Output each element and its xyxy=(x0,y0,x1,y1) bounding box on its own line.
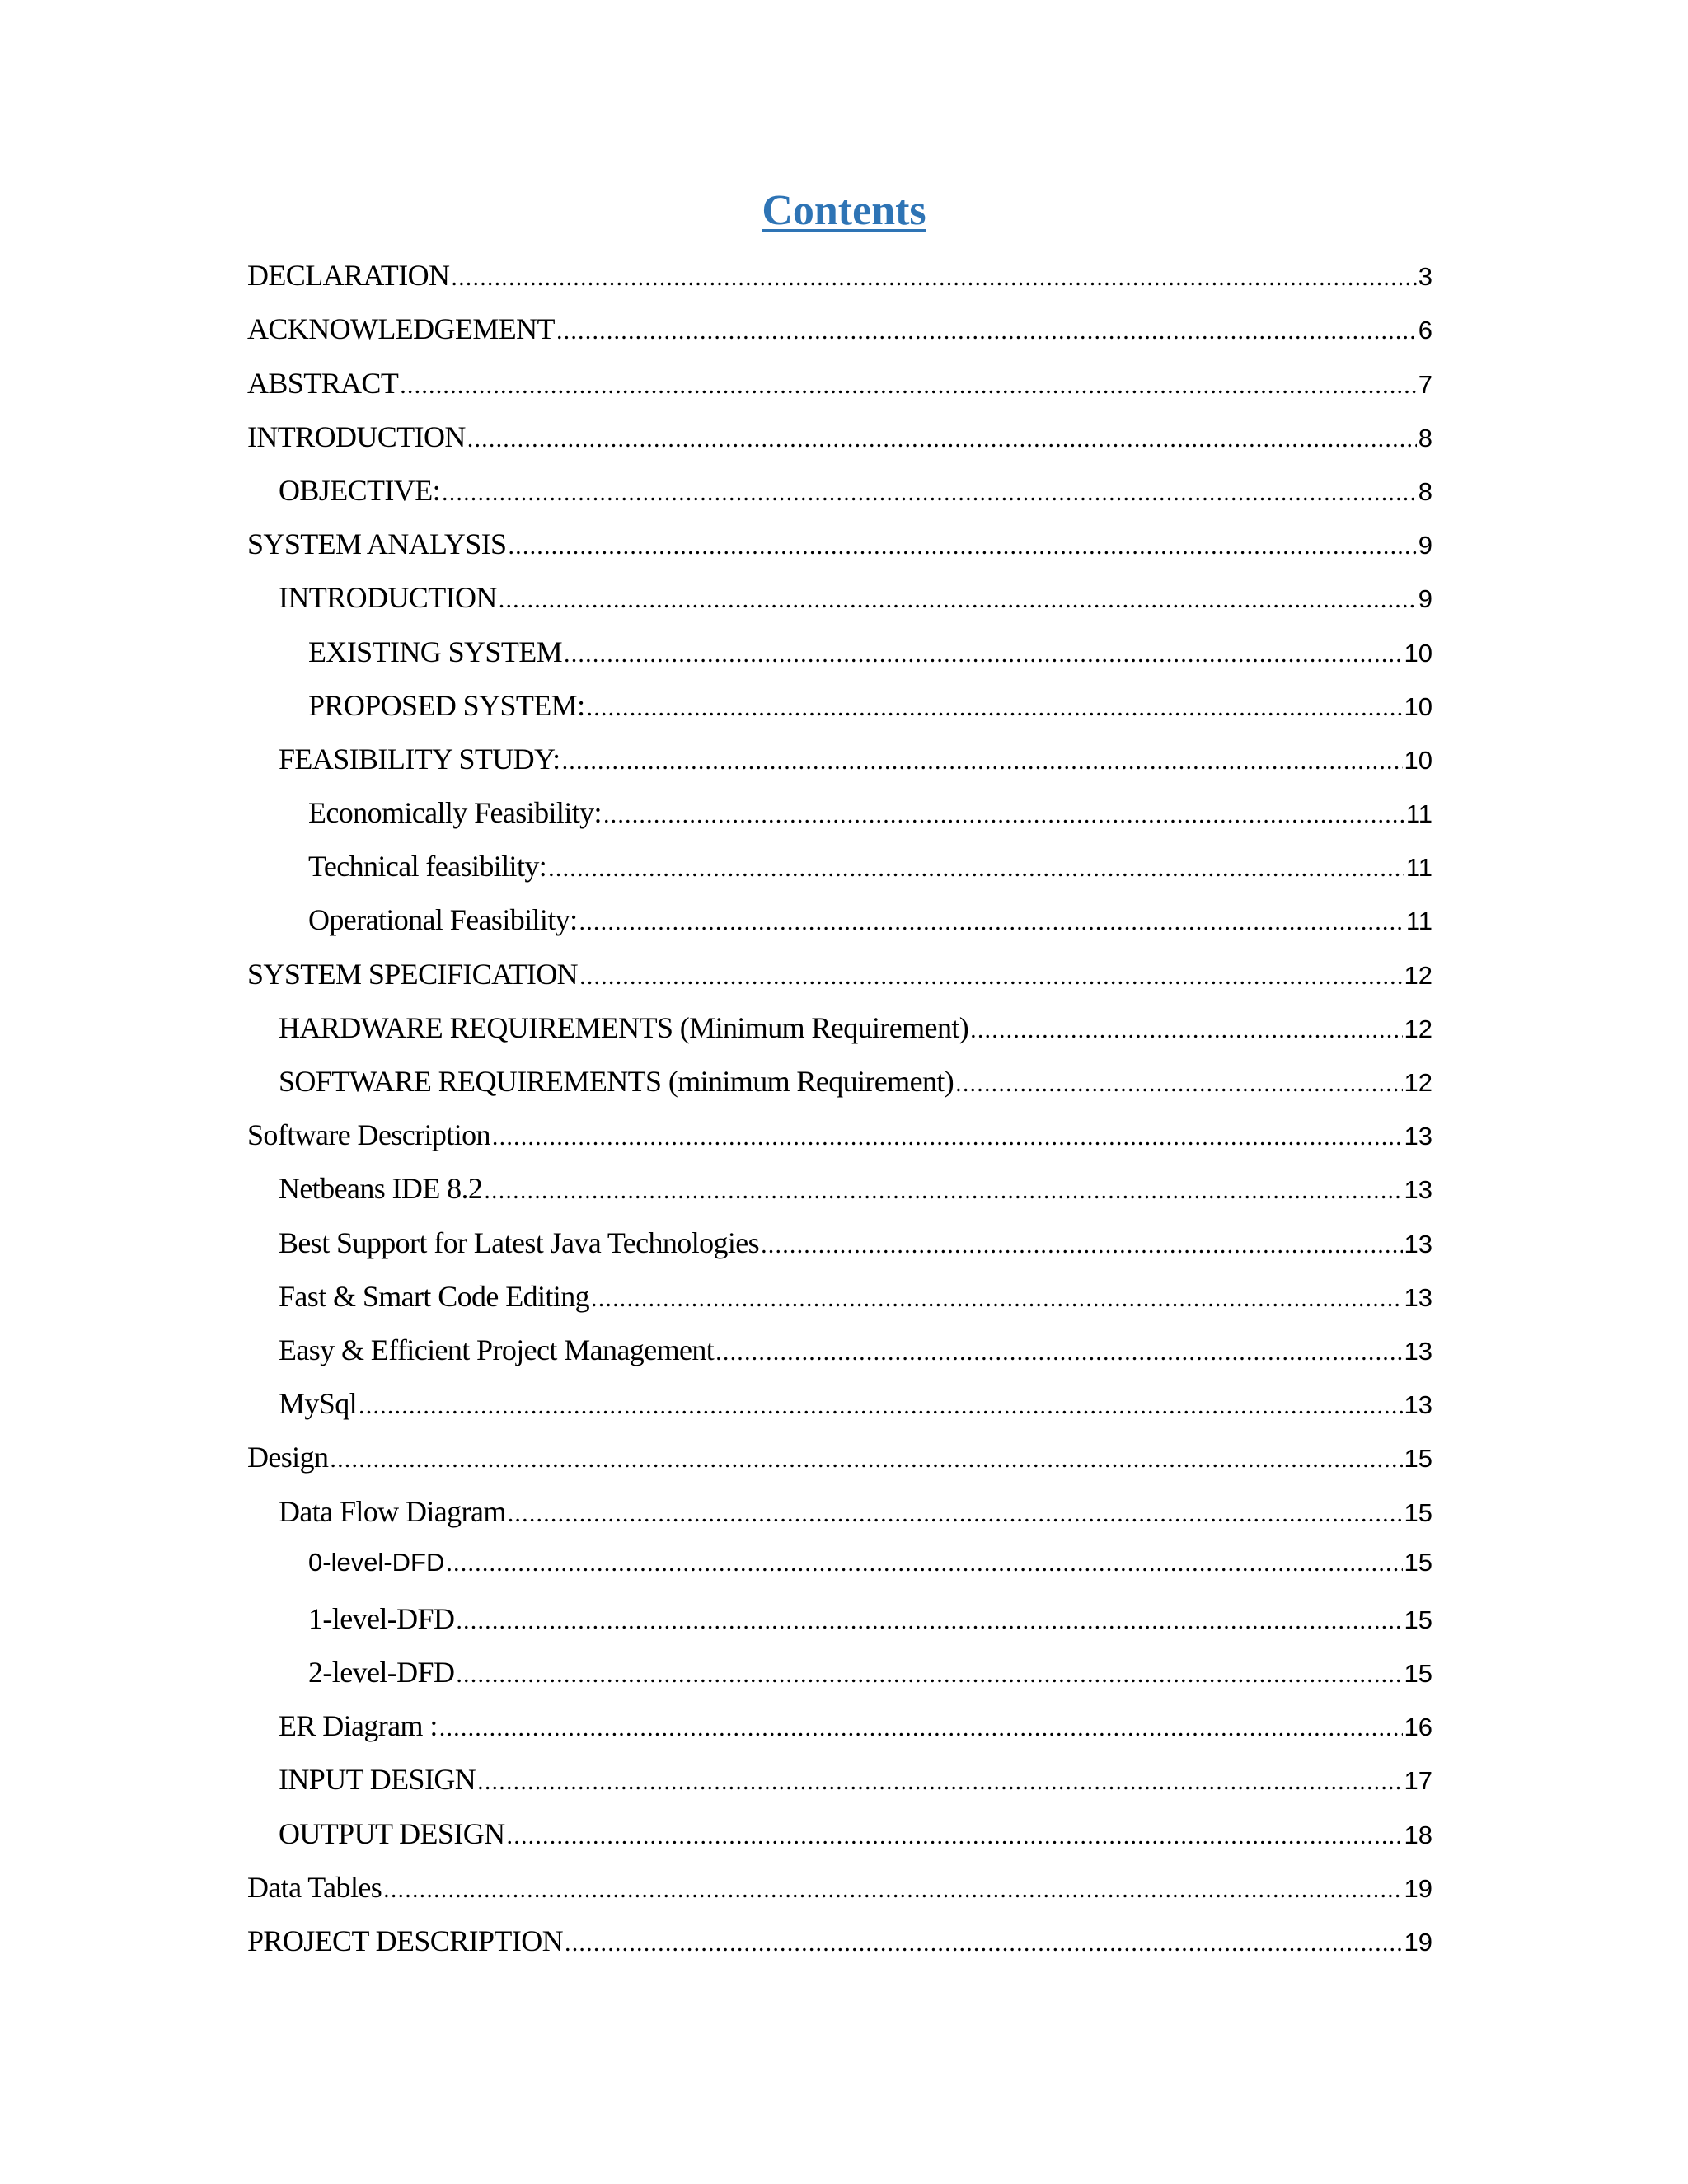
toc-dot-leader xyxy=(591,1285,1403,1313)
toc-dot-leader xyxy=(456,1607,1402,1635)
toc-entry-page-number: 13 xyxy=(1404,1390,1432,1420)
toc-heading xyxy=(0,187,1688,234)
toc-entry[interactable] xyxy=(247,1000,1432,1053)
toc-entry-page-number: 15 xyxy=(1404,1605,1432,1634)
toc-entry-label: Economically Feasibility: xyxy=(308,796,602,830)
toc-entry-page-number: 8 xyxy=(1418,476,1432,506)
toc-entry-label: Best Support for Latest Java Technologies xyxy=(279,1226,760,1259)
toc-entry-label: Easy & Efficient Project Management xyxy=(279,1333,715,1366)
toc-dot-leader xyxy=(442,479,1417,507)
toc-entry-page-number: 11 xyxy=(1405,799,1432,829)
toc-entry-page-number: 10 xyxy=(1404,691,1432,721)
toc-entry-label: Design xyxy=(247,1441,329,1474)
toc-entry[interactable] xyxy=(247,892,1432,945)
toc-entry-label: Data Tables xyxy=(247,1870,382,1904)
toc-entry[interactable] xyxy=(247,1268,1432,1322)
toc-entry-label: ACKNOWLEDGEMENT xyxy=(247,312,555,346)
toc-entry-page-number: 13 xyxy=(1404,1282,1432,1312)
toc-entry[interactable] xyxy=(247,1644,1432,1698)
toc-entry-line xyxy=(279,1333,1432,1376)
toc-entry-label: 0-level-DFD xyxy=(308,1547,445,1577)
toc-entry-page-number: 11 xyxy=(1405,907,1432,936)
toc-entry-page-number: 7 xyxy=(1418,369,1432,399)
toc-entry-page-number: 13 xyxy=(1404,1229,1432,1258)
toc-entry-label: SYSTEM ANALYSIS xyxy=(247,527,507,561)
toc-dot-leader xyxy=(456,1661,1402,1689)
toc-entry-label: 1-level-DFD xyxy=(308,1601,455,1635)
toc-entry-line xyxy=(279,1708,1432,1751)
toc-entry[interactable] xyxy=(247,516,1432,569)
toc-entry[interactable] xyxy=(247,462,1432,516)
toc-dot-leader xyxy=(715,1338,1402,1366)
toc-dot-leader xyxy=(955,1070,1402,1098)
toc-entry-line xyxy=(279,1386,1432,1429)
toc-entry-line xyxy=(279,473,1432,516)
toc-dot-leader xyxy=(587,694,1403,722)
toc-entry[interactable] xyxy=(247,1805,1432,1858)
toc-entry[interactable] xyxy=(247,1483,1432,1536)
toc-entry-line xyxy=(308,1655,1432,1698)
toc-entry[interactable] xyxy=(247,1214,1432,1268)
toc-entry[interactable] xyxy=(247,1591,1432,1644)
table-of-contents xyxy=(247,247,1432,1966)
toc-entry[interactable] xyxy=(247,1859,1432,1913)
toc-entry-label: DECLARATION xyxy=(247,259,450,293)
toc-entry-label: Fast & Smart Code Editing xyxy=(279,1279,589,1313)
toc-dot-leader xyxy=(467,425,1417,453)
toc-entry-label: ABSTRACT xyxy=(247,366,399,400)
toc-dot-leader xyxy=(446,1549,1402,1577)
toc-entry-page-number: 12 xyxy=(1404,960,1432,990)
toc-entry-label: SOFTWARE REQUIREMENTS (minimum Requirement) xyxy=(279,1065,954,1098)
toc-dot-leader xyxy=(507,1822,1403,1850)
toc-entry-line xyxy=(247,1870,1432,1913)
toc-entry-label: INPUT DESIGN xyxy=(279,1763,476,1797)
toc-entry-line xyxy=(279,1064,1432,1107)
toc-dot-leader xyxy=(400,372,1417,400)
toc-entry-label: INTRODUCTION xyxy=(247,419,466,453)
toc-entry-line xyxy=(308,795,1432,838)
toc-entry-line xyxy=(247,527,1432,569)
toc-dot-leader xyxy=(508,1500,1403,1528)
toc-entry[interactable] xyxy=(247,623,1432,677)
toc-entry-label: Netbeans IDE 8.2 xyxy=(279,1172,483,1206)
toc-entry-label: Data Flow Diagram xyxy=(279,1494,506,1528)
toc-entry-line xyxy=(247,312,1432,354)
toc-entry-page-number: 16 xyxy=(1404,1713,1432,1742)
toc-entry[interactable] xyxy=(247,1053,1432,1107)
toc-entry-line xyxy=(247,1118,1432,1160)
toc-entry-page-number: 12 xyxy=(1404,1068,1432,1097)
toc-entry-line xyxy=(308,849,1432,892)
toc-entry[interactable] xyxy=(247,731,1432,785)
toc-entry-page-number: 15 xyxy=(1404,1547,1432,1577)
toc-entry-label: SYSTEM SPECIFICATION xyxy=(247,957,579,991)
toc-entry-line xyxy=(279,1279,1432,1322)
toc-entry-line xyxy=(247,366,1432,409)
toc-entry-line xyxy=(247,957,1432,1000)
toc-entry-page-number: 6 xyxy=(1418,316,1432,345)
toc-entry[interactable] xyxy=(247,1537,1432,1591)
toc-entry[interactable] xyxy=(247,677,1432,731)
toc-entry-label: PROPOSED SYSTEM: xyxy=(308,688,585,722)
toc-dot-leader xyxy=(970,1016,1402,1044)
toc-entry-page-number: 10 xyxy=(1404,638,1432,668)
toc-dot-leader xyxy=(383,1876,1402,1904)
toc-entry-page-number: 13 xyxy=(1404,1175,1432,1205)
toc-dot-leader xyxy=(562,748,1403,776)
toc-entry-line xyxy=(279,580,1432,623)
toc-entry[interactable] xyxy=(247,785,1432,838)
toc-dot-leader xyxy=(761,1231,1402,1259)
toc-entry[interactable] xyxy=(247,569,1432,623)
toc-entry[interactable] xyxy=(247,1107,1432,1160)
toc-dot-leader xyxy=(579,908,1404,936)
toc-dot-leader xyxy=(556,317,1417,345)
toc-entry-line xyxy=(279,1010,1432,1053)
toc-entry-page-number: 15 xyxy=(1404,1659,1432,1689)
toc-dot-leader xyxy=(499,586,1417,614)
toc-entry-page-number: 15 xyxy=(1404,1444,1432,1474)
toc-entry-line xyxy=(308,688,1432,731)
toc-entry-line xyxy=(308,1548,1432,1591)
toc-entry-line xyxy=(279,1494,1432,1537)
toc-entry-label: INTRODUCTION xyxy=(279,581,497,615)
toc-dot-leader xyxy=(477,1768,1402,1796)
toc-entry-label: ER Diagram : xyxy=(279,1709,438,1743)
toc-dot-leader xyxy=(492,1123,1403,1151)
toc-entry-page-number: 17 xyxy=(1404,1766,1432,1796)
toc-entry-label: 2-level-DFD xyxy=(308,1656,455,1690)
toc-entry-line xyxy=(279,1171,1432,1214)
toc-entry-line xyxy=(247,419,1432,462)
toc-entry-page-number: 9 xyxy=(1418,584,1432,614)
toc-entry-line xyxy=(308,1601,1432,1644)
toc-entry-label: MySql xyxy=(279,1387,358,1421)
toc-entry-page-number: 9 xyxy=(1418,531,1432,560)
toc-entry-line xyxy=(279,742,1432,785)
toc-dot-leader xyxy=(330,1446,1402,1474)
toc-dot-leader xyxy=(439,1714,1403,1742)
toc-entry-page-number: 13 xyxy=(1404,1336,1432,1366)
toc-entry-page-number: 19 xyxy=(1404,1873,1432,1903)
toc-entry[interactable] xyxy=(247,247,1432,301)
toc-dot-leader xyxy=(579,963,1402,991)
toc-entry[interactable] xyxy=(247,945,1432,999)
toc-entry[interactable] xyxy=(247,1322,1432,1376)
toc-entry-page-number: 8 xyxy=(1418,423,1432,452)
toc-entry-label: PROJECT DESCRIPTION xyxy=(247,1924,564,1957)
toc-entry-page-number: 3 xyxy=(1418,262,1432,292)
toc-entry-label: HARDWARE REQUIREMENTS (Minimum Requirement) xyxy=(279,1010,969,1044)
toc-entry-page-number: 11 xyxy=(1405,853,1432,883)
toc-entry[interactable] xyxy=(247,1698,1432,1751)
toc-dot-leader xyxy=(451,264,1416,292)
toc-entry-line xyxy=(279,1816,1432,1859)
toc-title-text: Contents xyxy=(762,187,926,234)
toc-entry-line xyxy=(247,258,1432,301)
toc-entry-label: FEASIBILITY STUDY: xyxy=(279,742,560,776)
toc-entry-line xyxy=(308,635,1432,677)
toc-dot-leader xyxy=(565,1929,1403,1957)
toc-entry[interactable] xyxy=(247,1751,1432,1805)
toc-entry[interactable] xyxy=(247,354,1432,408)
toc-entry-label: EXISTING SYSTEM xyxy=(308,635,563,668)
toc-entry[interactable] xyxy=(247,1429,1432,1483)
toc-entry-label: OUTPUT DESIGN xyxy=(279,1816,505,1850)
toc-entry-page-number: 18 xyxy=(1404,1820,1432,1849)
toc-entry-label: OBJECTIVE: xyxy=(279,473,440,507)
toc-entry-page-number: 15 xyxy=(1404,1497,1432,1527)
toc-entry[interactable] xyxy=(247,1160,1432,1214)
toc-entry-line xyxy=(279,1762,1432,1805)
toc-dot-leader xyxy=(564,640,1403,668)
toc-entry[interactable] xyxy=(247,1376,1432,1429)
toc-entry-page-number: 19 xyxy=(1404,1928,1432,1957)
toc-entry-line xyxy=(247,1924,1432,1966)
toc-entry-line xyxy=(279,1226,1432,1268)
toc-entry-page-number: 13 xyxy=(1404,1122,1432,1151)
toc-entry-line xyxy=(308,902,1432,945)
toc-entry[interactable] xyxy=(247,1913,1432,1966)
toc-entry[interactable] xyxy=(247,409,1432,462)
toc-entry-label: Operational Feasibility: xyxy=(308,903,578,937)
toc-entry-line xyxy=(247,1440,1432,1483)
toc-dot-leader xyxy=(484,1177,1402,1205)
toc-dot-leader xyxy=(359,1392,1402,1420)
toc-dot-leader xyxy=(508,532,1416,560)
toc-dot-leader xyxy=(603,801,1404,829)
toc-entry-label: Technical feasibility: xyxy=(308,850,547,883)
toc-entry-page-number: 12 xyxy=(1404,1014,1432,1043)
toc-entry[interactable] xyxy=(247,301,1432,354)
toc-entry-label: Software Description xyxy=(247,1118,490,1152)
toc-dot-leader xyxy=(548,855,1404,883)
toc-entry[interactable] xyxy=(247,838,1432,892)
toc-entry-page-number: 10 xyxy=(1404,745,1432,775)
